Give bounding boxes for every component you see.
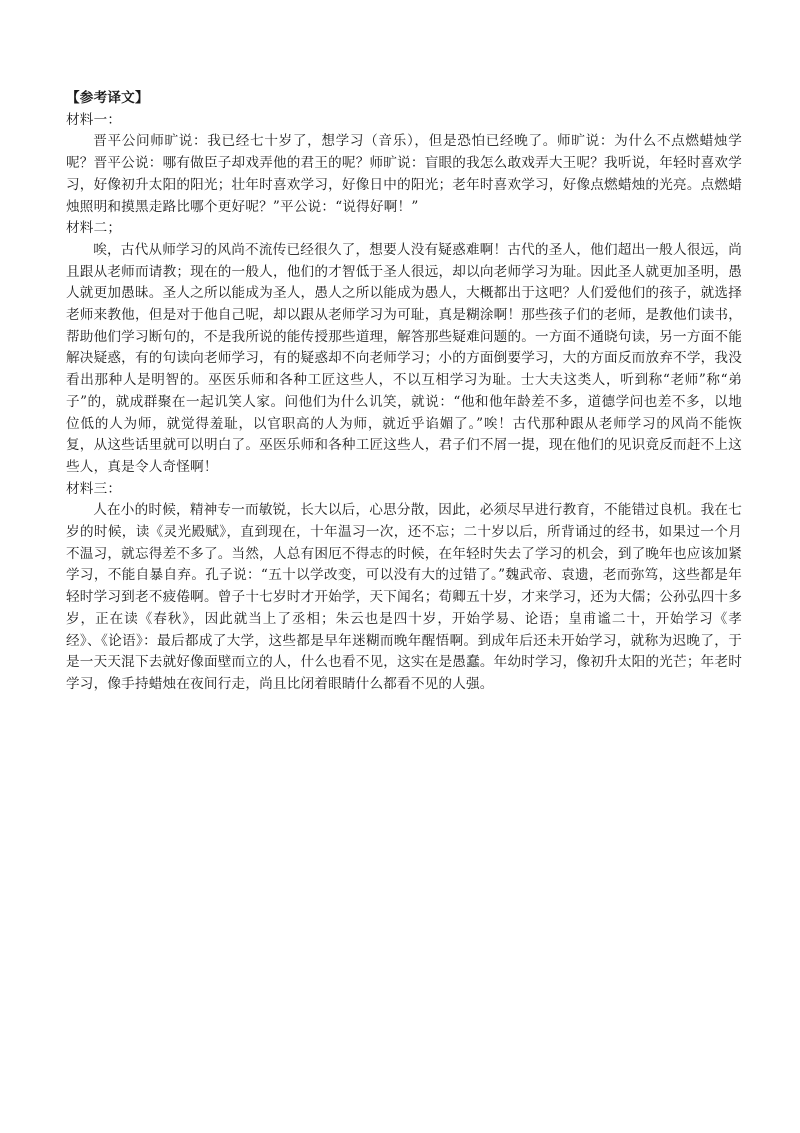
section-paragraph-2: 唉，古代从师学习的风尚不流传已经很久了，想要人没有疑惑难啊！古代的圣人，他们超出一般人很远，尚且跟从老师而请教；现在的一般人，他们的才智低于圣人很远，却以向老师学习为耻。因此圣人就更加圣明，愚人就更加愚昧。圣人之所以能成为圣人，愚人之所以能成为愚人，大概都出于这吧？人们爱他们的孩子，就选择老师来教他，但是对于他自己呢，却以跟从老师学习为可耻，真是糊涂啊！那些孩子们的老师，是教他们读书，帮助他们学习断句的，不是我所说的能传授那些道理，解答那些疑难问题的。一方面不通晓句读，另一方面不能解决疑惑，有的句读向老师学习，有的疑惑却不向老师学习；小的方面倒要学习，大的方面反而放弃不学，我没看出那种人是明智的。巫医乐师和各种工匠这些人，不以互相学习为耻。士大夫这类人，听到称“老师”称“弟子”的，就成群聚在一起讥笑人家。问他们为什么讥笑，就说：“他和他年龄差不多，道德学问也差不多，以地位低的人为师，就觉得羞耻，以官职高的人为师，就近乎谄媚了。”唉！古代那种跟从老师学习的风尚不能恢复，从这些话里就可以明白了。巫医乐师和各种工匠这些人，君子们不屑一提，现在他们的见识竟反而赶不上这些人，真是令人奇怪啊！ [66,241,742,475]
translation-document [66,88,742,696]
section-label-1: 材料一： [66,111,122,128]
section-label-2: 材料二； [66,220,122,237]
section-paragraph-3: 人在小的时候，精神专一而敏锐，长大以后，心思分散，因此，必须尽早进行教育，不能错过良机。我在七岁的时候，读《灵光殿赋》，直到现在，十年温习一次，还不忘；二十岁以后，所背诵过的经书，如果过一个月不温习，就忘得差不多了。当然，人总有困厄不得志的时候，在年轻时失去了学习的机会，到了晚年也应该加紧学习，不能自暴自弃。孔子说：“五十以学改变，可以没有大的过错了。”魏武帝、袁遗，老而弥笃，这些都是年轻时学习到老不疲倦啊。曾子十七岁时才开始学，天下闻名；荀卿五十岁，才来学习，还为大儒；公孙弘四十多岁，正在读《春秋》，因此就当上了丞相；朱云也是四十岁，开始学易、论语；皇甫谧二十，开始学习《孝经》、《论语》：最后都成了大学，这些都是早年迷糊而晚年醒悟啊。到成年后还未开始学习，就称为迟晚了，于是一天天混下去就好像面壁而立的人，什么也看不见，这实在是愚蠢。年幼时学习，像初升太阳的光芒；年老时学习，像手持蜡烛在夜间行走，尚且比闭着眼睛什么都看不见的人强。 [66,502,742,692]
section-paragraph-1: 晋平公问师旷说：我已经七十岁了，想学习（音乐），但是恐怕已经晚了。师旷说：为什么不点燃蜡烛学呢？晋平公说：哪有做臣子却戏弄他的君王的呢？师旷说：盲眼的我怎么敢戏弄大王呢？我听说，年轻时喜欢学习，好像初升太阳的阳光；壮年时喜欢学习，好像日中的阳光；老年时喜欢学习，好像点燃蜡烛的光亮。点燃蜡烛照明和摸黑走路比哪个更好呢？”平公说：“说得好啊！” [66,133,742,215]
section-label-3: 材料三： [66,480,122,497]
document-heading: 【参考译文】 [66,90,149,106]
